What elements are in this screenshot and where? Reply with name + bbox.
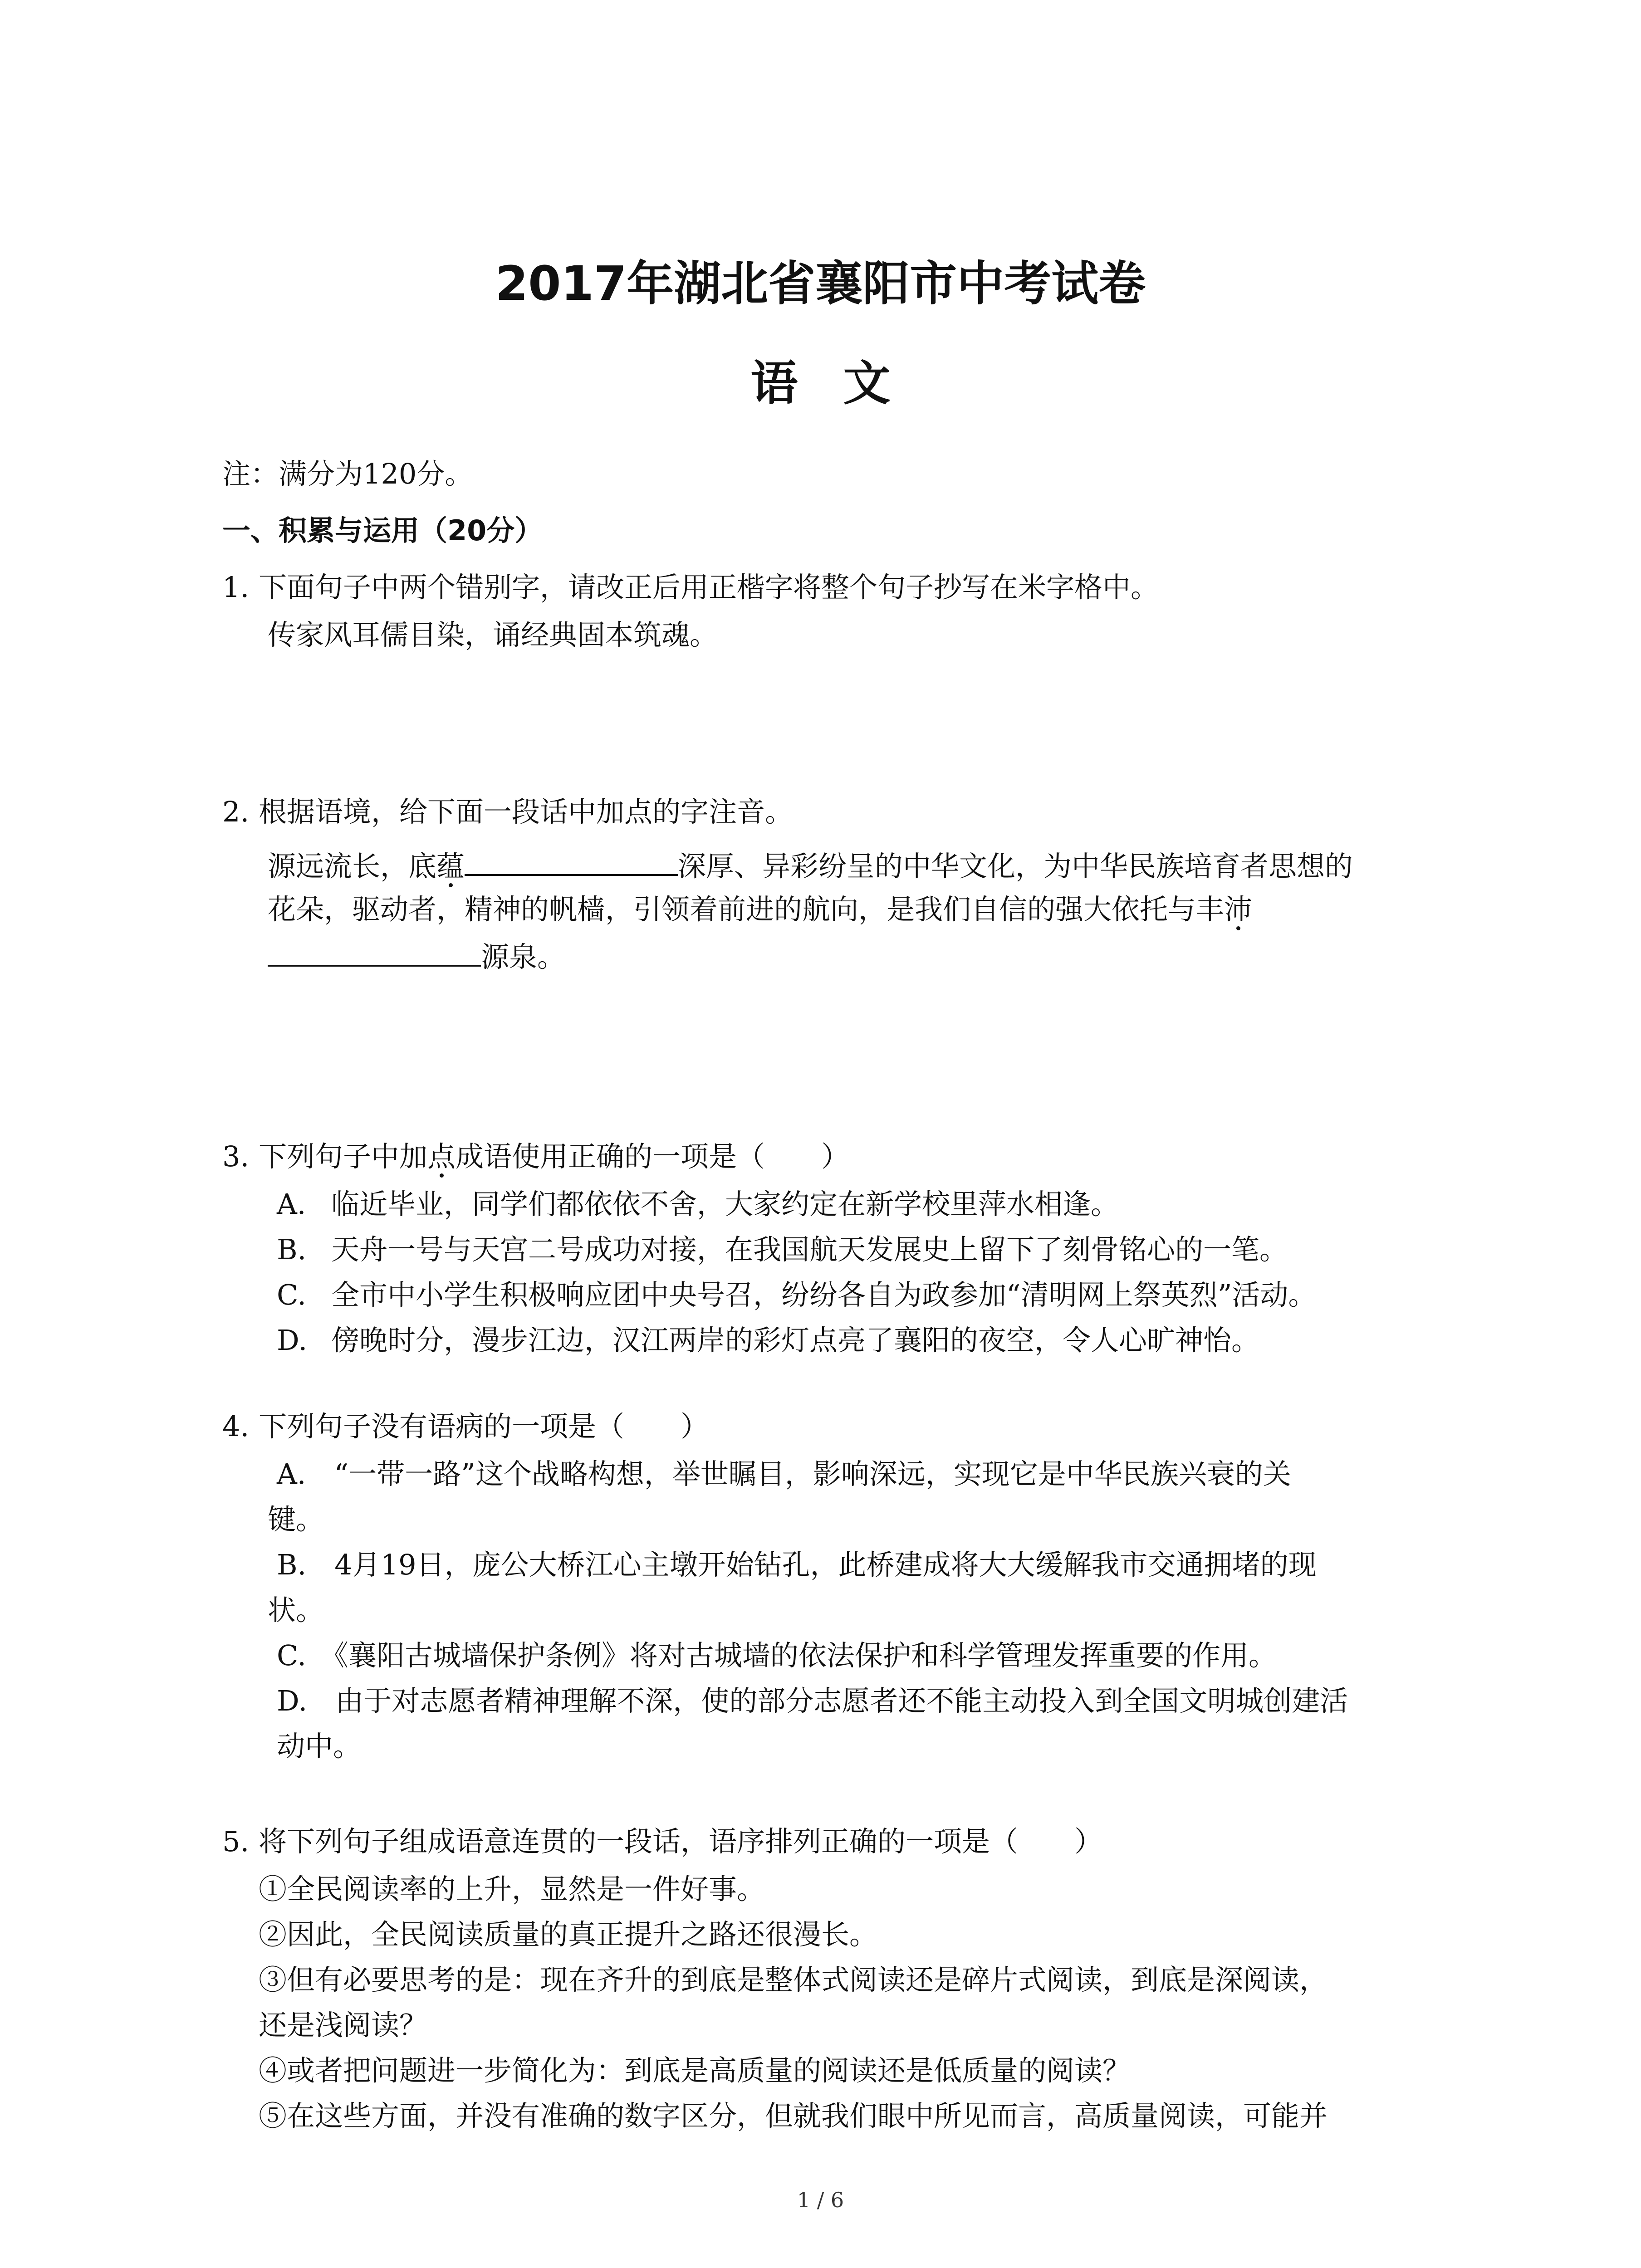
option-letter: A. [277,1188,306,1221]
question-5-sentence-5: ⑤在这些方面，并没有准确的数字区分，但就我们眼中所见而言，高质量阅读，可能并 [259,2099,1328,2132]
option-text: 临近毕业，同学们都依依不舍，大家约定在新学校里萍水相逢。 [331,1188,1119,1221]
option-text: 全市中小学生积极响应团中央号召，纷纷各自为政参加“清明网上祭英烈”活动。 [331,1278,1317,1311]
dotted-character: 沛 [1224,893,1253,926]
question-3-option-a[interactable] [277,1186,1119,1222]
question-4-option-c[interactable]: C. 《襄阳古城墙保护条例》将对古城墙的依法保护和科学管理发挥重要的作用。 [277,1639,1277,1672]
question-5-sentence-4: ④或者把问题进一步简化为：到底是高质量的阅读还是低质量的阅读？ [259,2054,1131,2087]
question-2-line-1 [268,846,1353,885]
passage-text: 深厚、异彩纷呈的中华文化，为中华民族培育者思想的 [678,850,1353,883]
question-4-option-b[interactable]: B. 4月19日，庞公大桥江心主墩开始钻孔，此桥建成将大大缓解我市交通拥堵的现 [277,1548,1317,1581]
option-letter: B. [277,1233,307,1266]
passage-text: 花朵，驱动者，精神的帆樯，引领着前进的航向，是我们自信的强大依托与丰 [268,893,1225,926]
question-number: 1. [222,571,250,604]
question-number: 4. [222,1410,250,1443]
question-text: 下面句子中两个错别字，请改正后用正楷字将整个句子抄写在米字格中。 [259,571,1159,604]
question-number: 3. [222,1140,250,1173]
question-3-option-d[interactable] [277,1322,1259,1359]
section-heading: 一、积累与运用（20分） [222,514,543,547]
passage-text: 源泉。 [481,940,566,973]
answer-blank[interactable] [268,937,481,967]
dotted-character: 点 [427,1140,456,1173]
question-4-option-d-cont: 动中。 [277,1730,362,1763]
page-number: 1 / 6 [797,2188,844,2212]
question-text: 下列句子中加 [259,1140,428,1173]
question-text: 将下列句子组成语意连贯的一段话，语序排列正确的一项是（ ） [259,1825,1103,1858]
question-text: 下列句子没有语病的一项是（ ） [259,1410,709,1443]
question-4-option-a-cont: 键。 [268,1503,324,1536]
question-5-sentence-3: ③但有必要思考的是：现在齐升的到底是整体式阅读还是碎片式阅读，到底是深阅读， [259,1963,1328,1996]
exam-title: 2017年湖北省襄阳市中考试卷 [495,256,1146,311]
question-1-sentence: 传家风耳儒目染，诵经典固本筑魂。 [268,618,718,651]
question-3-option-b[interactable] [277,1232,1288,1268]
question-5-sentence-2: ②因此，全民阅读质量的真正提升之路还很漫长。 [259,1918,878,1951]
answer-blank[interactable] [465,846,678,876]
question-number: 2. [222,795,250,828]
score-note: 注：满分为120分。 [222,457,473,490]
question-2-line-2 [268,891,1252,928]
option-text: 傍晚时分，漫步江边，汉江两岸的彩灯点亮了襄阳的夜空，令人心旷神怡。 [331,1324,1260,1357]
question-text: 根据语境，给下面一段话中加点的字注音。 [259,795,794,828]
question-2-line-3 [268,937,565,975]
question-2-stem [222,794,793,830]
question-4-option-a[interactable]: A. “一带一路”这个战略构想，举世瞩目，影响深远，实现它是中华民族兴衰的关 [277,1457,1291,1491]
question-5-stem [222,1823,1102,1860]
question-4-stem [222,1408,709,1445]
question-5-sentence-3-cont: 还是浅阅读？ [259,2009,428,2042]
option-letter: C. [277,1278,306,1311]
passage-text: 源远流长，底 [268,850,437,883]
question-4-option-d[interactable]: D. 由于对志愿者精神理解不深，使的部分志愿者还不能主动投入到全国文明城创建活 [277,1684,1348,1717]
question-5-sentence-1: ①全民阅读率的上升，显然是一件好事。 [259,1872,765,1906]
question-3-stem [222,1139,849,1175]
question-number: 5. [222,1825,250,1858]
question-1-stem [222,569,1159,606]
option-text: 天舟一号与天宫二号成功对接，在我国航天发展史上留下了刻骨铭心的一笔。 [331,1233,1288,1266]
question-3-option-c[interactable] [277,1277,1316,1313]
option-letter: D. [277,1324,308,1357]
exam-subject: 语文 [750,356,936,411]
dotted-character: 蕴 [436,850,465,883]
question-text: 成语使用正确的一项是（ ） [456,1140,850,1173]
question-4-option-b-cont: 状。 [268,1593,324,1627]
